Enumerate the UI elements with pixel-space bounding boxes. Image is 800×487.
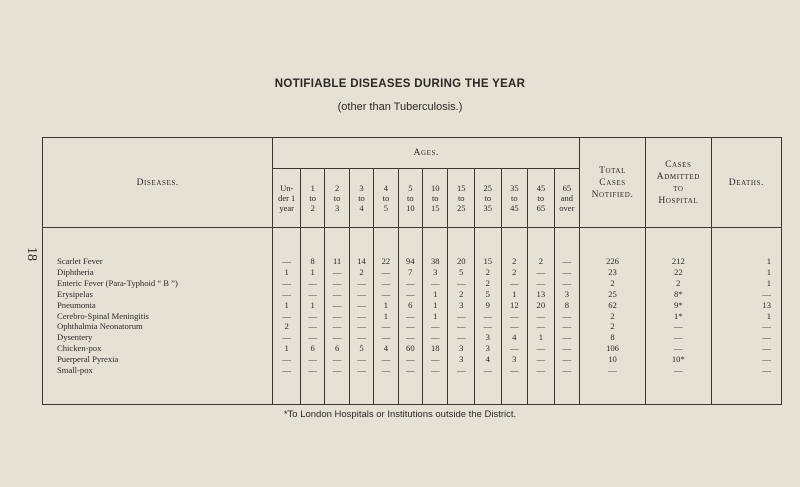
table-cell: —: [406, 332, 415, 343]
table-cell: —: [381, 266, 391, 277]
table-cell: 20: [536, 299, 546, 310]
table-cell: —: [332, 354, 342, 365]
table-cell: —: [536, 321, 546, 332]
table-cell: —: [332, 277, 342, 288]
table-cell: 8*: [674, 288, 683, 299]
table-cell: 6: [334, 343, 340, 354]
age-count-column: [554, 228, 580, 405]
table-cell: —: [308, 321, 317, 332]
table-cell: —: [381, 321, 391, 332]
table-cell: 1: [383, 310, 389, 321]
table-cell: —: [762, 343, 771, 354]
table-cell: —: [308, 365, 317, 375]
table-cell: —: [406, 277, 415, 288]
table-cell: —: [456, 365, 466, 375]
table-cell: 1: [433, 310, 438, 321]
table-cell: 6: [310, 343, 315, 354]
table-cell: —: [562, 321, 572, 332]
table-cell: —: [536, 343, 546, 354]
table-cell: —: [308, 288, 317, 299]
age-group-header: 10 to 15: [423, 169, 448, 228]
table-cell: 12: [510, 299, 519, 310]
table-cell: —: [536, 310, 546, 321]
table-cell: 2: [284, 321, 289, 332]
age-group-header: 4 to 5: [374, 169, 398, 228]
table-cell: —: [608, 365, 617, 375]
table-cell: —: [562, 365, 572, 375]
table-cell: —: [381, 277, 391, 288]
table-cell: —: [357, 354, 366, 365]
table-cell: —: [430, 354, 440, 365]
table-cell: 2: [485, 266, 490, 277]
age-group-header: 35 to 45: [501, 169, 528, 228]
table-cell: 15: [483, 256, 493, 267]
table-cell: 2: [610, 310, 615, 321]
table-cell: —: [282, 310, 291, 321]
table-cell: —: [762, 354, 771, 365]
table-cell: —: [357, 332, 366, 343]
table-cell: —: [430, 365, 440, 375]
age-group-header: 2 to 3: [325, 169, 349, 228]
table-cell: —: [762, 365, 771, 375]
table-cell: 23: [608, 266, 617, 277]
table-cell: 1: [310, 266, 315, 277]
table-cell: 4: [383, 343, 389, 354]
table-cell: —: [406, 288, 415, 299]
table-cell: 1: [383, 299, 389, 310]
table-cell: 8: [564, 299, 569, 310]
table-cell: —: [282, 332, 291, 343]
table-cell: —: [406, 321, 415, 332]
table-cell: 3: [485, 343, 490, 354]
table-cell: 212: [671, 256, 685, 267]
table-cell: 8: [310, 256, 315, 267]
table-cell: 3: [512, 354, 517, 365]
table-cell: 1*: [674, 310, 683, 321]
age-count-column: [273, 228, 301, 405]
table-cell: 7: [408, 266, 413, 277]
age-group-header: Un- der 1 year: [273, 169, 301, 228]
table-cell: —: [357, 277, 366, 288]
table-cell: —: [332, 299, 342, 310]
table-cell: —: [357, 321, 366, 332]
table-cell: 22: [674, 266, 683, 277]
table-cell: —: [762, 321, 771, 332]
table-cell: —: [674, 332, 683, 343]
table-cell: Enteric Fever (Para-Typhoid “ B ”): [57, 277, 178, 288]
table-cell: 5: [485, 288, 490, 299]
table-cell: 1: [766, 256, 771, 267]
age-count-column: [300, 228, 324, 405]
age-count-column: [501, 228, 528, 405]
table-cell: —: [562, 310, 572, 321]
table-cell: 62: [608, 299, 617, 310]
table-cell: —: [308, 354, 317, 365]
table-cell: —: [357, 310, 366, 321]
table-cell: —: [430, 332, 440, 343]
age-group-header: 5 to 10: [398, 169, 422, 228]
diseases-table: [42, 137, 782, 405]
table-cell: —: [562, 256, 572, 267]
table-cell: 106: [606, 343, 619, 354]
table-cell: 5: [359, 343, 364, 354]
table-cell: 1: [284, 299, 289, 310]
table-cell: 1: [310, 299, 315, 310]
hospital-admissions-header: Cases Admitted to Hospital: [645, 138, 711, 228]
table-cell: —: [282, 277, 291, 288]
table-cell: —: [510, 310, 519, 321]
table-cell: 3: [485, 332, 490, 343]
diseases-header: Diseases.: [43, 138, 273, 228]
table-cell: —: [406, 310, 415, 321]
table-cell: 2: [512, 266, 517, 277]
deaths-header: Deaths.: [711, 138, 781, 228]
table-cell: Diphtheria: [57, 266, 94, 277]
table-cell: 1: [766, 277, 771, 288]
table-cell: 1: [433, 299, 438, 310]
table-cell: 22: [381, 256, 391, 267]
table-cell: —: [674, 365, 683, 375]
table-cell: —: [282, 288, 291, 299]
table-cell: 94: [406, 256, 415, 267]
table-cell: 2: [512, 256, 517, 267]
table-cell: Cerebro-Spinal Meningitis: [57, 310, 149, 321]
table-cell: —: [357, 288, 366, 299]
table-cell: 3: [564, 288, 569, 299]
table-cell: —: [332, 321, 342, 332]
table-cell: —: [674, 321, 683, 332]
table-cell: 11: [332, 256, 342, 267]
disease-name-column: [43, 228, 273, 405]
table-cell: —: [332, 310, 342, 321]
footnote: *To London Hospitals or Institutions outside the District.: [283, 409, 517, 420]
table-cell: 3: [459, 299, 464, 310]
table-cell: —: [456, 321, 466, 332]
table-cell: —: [762, 288, 771, 299]
table-cell: —: [381, 288, 391, 299]
table-cell: 9*: [674, 299, 683, 310]
table-cell: 2: [538, 256, 543, 267]
table-cell: —: [381, 354, 391, 365]
hospital-admitted-column: [645, 228, 711, 405]
table-cell: 10*: [671, 354, 685, 365]
table-cell: —: [536, 354, 546, 365]
table-cell: 1: [538, 332, 543, 343]
table-cell: 14: [357, 256, 366, 267]
table-cell: —: [562, 277, 572, 288]
table-cell: 13: [762, 299, 771, 310]
table-cell: —: [536, 277, 546, 288]
table-cell: —: [510, 321, 519, 332]
table-cell: 10: [608, 354, 617, 365]
table-cell: 1: [284, 266, 289, 277]
table-cell: —: [430, 321, 440, 332]
table-cell: 25: [608, 288, 617, 299]
table-cell: —: [562, 332, 572, 343]
table-cell: —: [562, 354, 572, 365]
table-cell: —: [483, 365, 493, 375]
age-count-column: [423, 228, 448, 405]
ages-header: Ages.: [273, 138, 580, 169]
age-group-header: 65 and over: [554, 169, 580, 228]
table-cell: 3: [459, 343, 464, 354]
table-cell: 18: [430, 343, 440, 354]
table-cell: —: [381, 332, 391, 343]
table-cell: —: [406, 365, 415, 375]
table-cell: 1: [766, 266, 771, 277]
table-cell: —: [483, 310, 493, 321]
table-cell: 2: [610, 277, 615, 288]
table-cell: —: [308, 310, 317, 321]
table-cell: 13: [536, 288, 546, 299]
table-cell: Scarlet Fever: [57, 256, 103, 267]
table-cell: —: [332, 266, 342, 277]
table-cell: —: [308, 277, 317, 288]
table-cell: 6: [408, 299, 413, 310]
table-cell: —: [510, 277, 519, 288]
table-cell: 2: [459, 288, 464, 299]
table-cell: —: [562, 343, 572, 354]
table-cell: 60: [406, 343, 415, 354]
table-cell: 226: [606, 256, 619, 267]
table-cell: —: [282, 365, 291, 375]
table-cell: Ophthalmia Neonatorum: [57, 321, 143, 332]
table-cell: —: [282, 256, 291, 267]
table-cell: 20: [456, 256, 466, 267]
table-cell: —: [357, 365, 366, 375]
table-cell: —: [357, 299, 366, 310]
age-group-header: 45 to 65: [528, 169, 555, 228]
table-cell: —: [536, 365, 546, 375]
page-subtitle: (other than Tuberculosis.): [337, 101, 463, 113]
table-cell: 2: [610, 321, 615, 332]
table-cell: —: [406, 354, 415, 365]
table-cell: 1: [512, 288, 517, 299]
age-count-column: [374, 228, 398, 405]
table-cell: 8: [610, 332, 615, 343]
table-cell: Erysipelas: [57, 288, 93, 299]
table-cell: —: [381, 365, 391, 375]
table-cell: —: [282, 354, 291, 365]
table-cell: 2: [676, 277, 681, 288]
age-count-column: [325, 228, 349, 405]
table-cell: 1: [433, 288, 438, 299]
table-cell: Dysentery: [57, 332, 93, 343]
table-cell: —: [332, 288, 342, 299]
table-cell: 5: [459, 266, 464, 277]
table-cell: 2: [359, 266, 364, 277]
page-number: 18: [24, 247, 39, 261]
table-cell: 9: [485, 299, 490, 310]
table-cell: —: [762, 332, 771, 343]
table-cell: 2: [485, 277, 490, 288]
total-notified-column: [580, 228, 646, 405]
page-title: NOTIFIABLE DISEASES DURING THE YEAR: [274, 78, 526, 90]
table-cell: 3: [433, 266, 438, 277]
table-cell: —: [430, 277, 440, 288]
age-group-header: 25 to 35: [475, 169, 502, 228]
table-cell: Puerperal Pyrexia: [57, 354, 119, 365]
table-cell: —: [332, 365, 342, 375]
age-count-column: [475, 228, 502, 405]
age-count-column: [349, 228, 373, 405]
table-cell: —: [456, 332, 466, 343]
age-count-column: [398, 228, 422, 405]
table-cell: —: [456, 310, 466, 321]
table-cell: 38: [430, 256, 440, 267]
table-cell: 1: [284, 343, 289, 354]
age-count-column: [448, 228, 475, 405]
table-cell: 4: [485, 354, 490, 365]
table-cell: —: [562, 266, 572, 277]
age-group-header: 15 to 25: [448, 169, 475, 228]
table-cell: —: [332, 332, 342, 343]
age-group-header: 1 to 2: [300, 169, 324, 228]
table-cell: —: [456, 277, 466, 288]
table-cell: Small-pox: [57, 365, 93, 375]
table-cell: 4: [512, 332, 517, 343]
age-count-column: [528, 228, 555, 405]
table-cell: 3: [459, 354, 464, 365]
table-cell: —: [510, 343, 519, 354]
deaths-column: [711, 228, 781, 405]
table-cell: 1: [766, 310, 771, 321]
age-group-header: 3 to 4: [349, 169, 373, 228]
table-cell: —: [308, 332, 317, 343]
table-cell: —: [510, 365, 519, 375]
table-cell: Pneumonia: [57, 299, 96, 310]
table-cell: —: [674, 343, 683, 354]
table-cell: Chicken-pox: [57, 343, 102, 354]
table-cell: —: [536, 266, 546, 277]
total-cases-header: Total Cases Notified.: [580, 138, 646, 228]
table-cell: —: [483, 321, 493, 332]
